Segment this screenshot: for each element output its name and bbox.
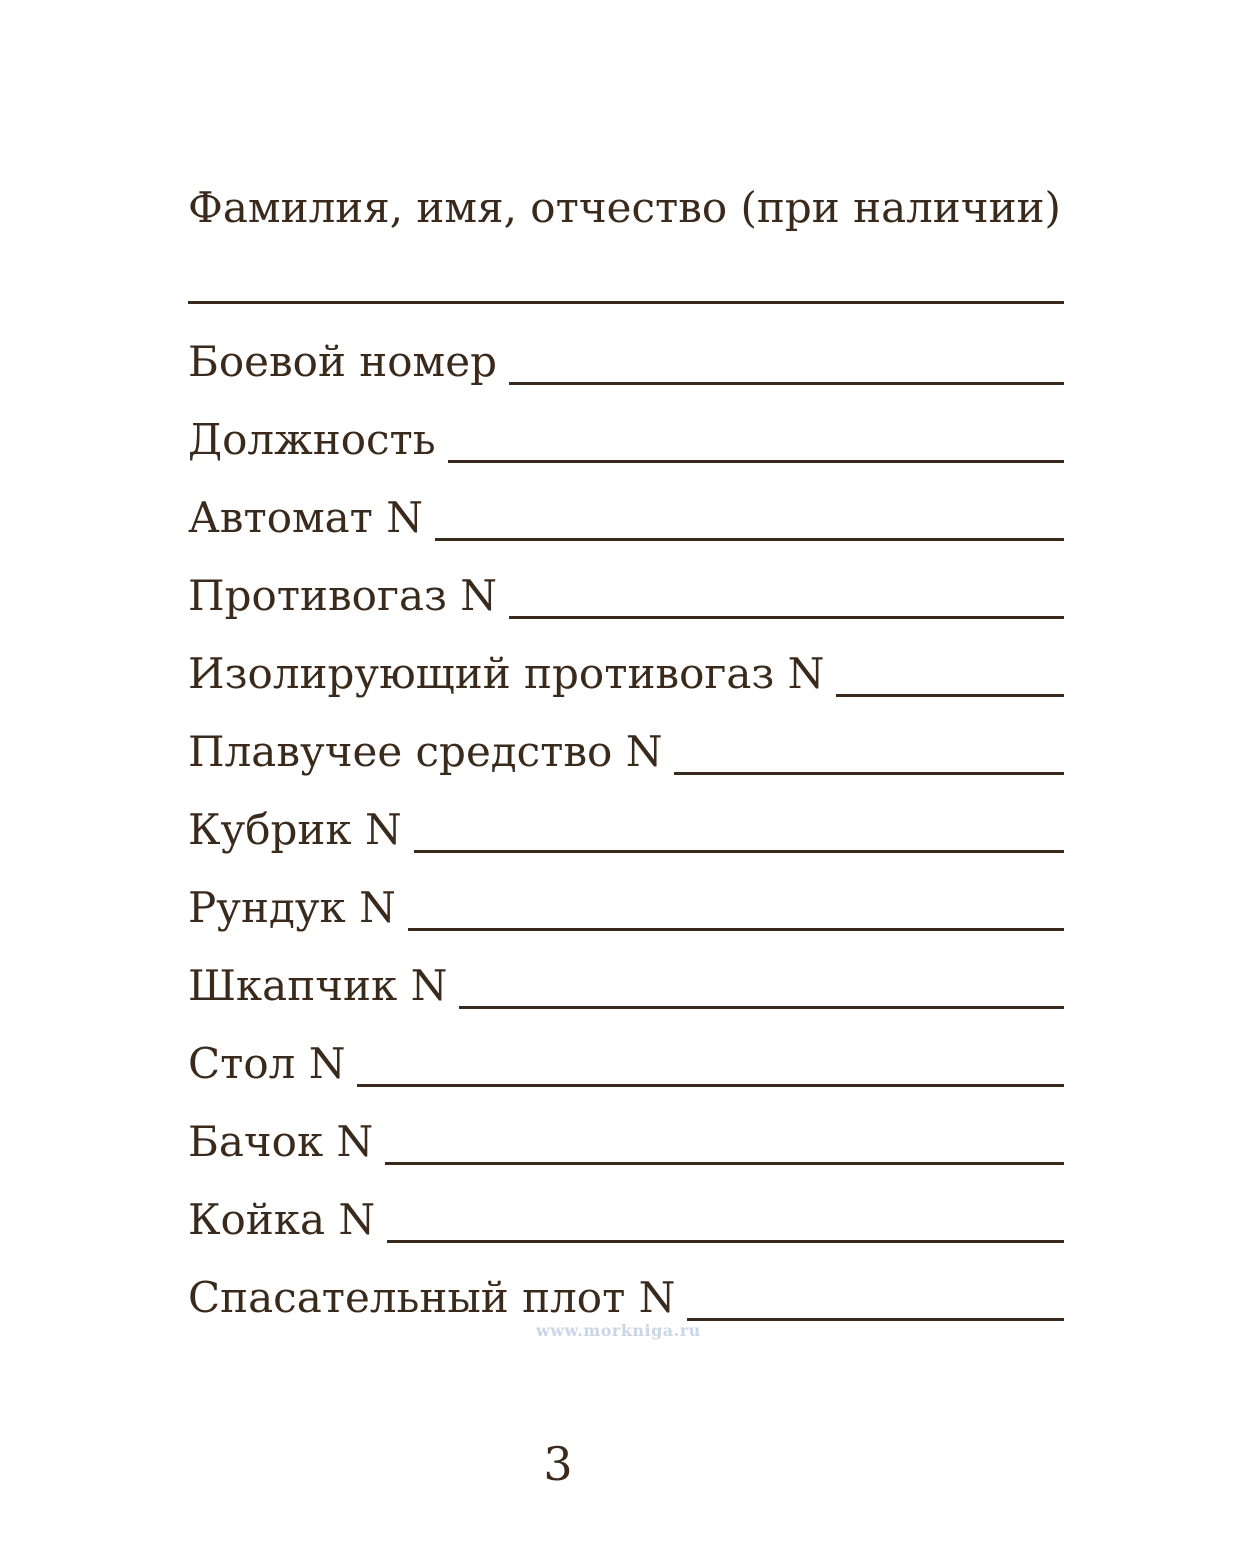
field-fill-line[interactable] [387, 1240, 1064, 1243]
field-fill-line[interactable] [357, 1084, 1064, 1087]
field-floating-device [188, 726, 1064, 778]
field-fill-line[interactable] [448, 460, 1064, 463]
field-label: Противогаз N [188, 571, 498, 620]
field-label: Боевой номер [188, 337, 497, 386]
field-locker-chest [188, 882, 1064, 934]
field-label: Койка N [188, 1195, 376, 1244]
field-position [188, 414, 1064, 466]
field-fill-line[interactable] [414, 850, 1064, 853]
field-rifle [188, 492, 1064, 544]
field-label: Бачок N [188, 1117, 374, 1166]
page-number: 3 [543, 1437, 573, 1491]
field-label: Спасательный плот N [188, 1273, 676, 1322]
full-name-fill-line[interactable] [188, 301, 1064, 304]
field-life-raft [188, 1272, 1064, 1324]
field-combat-number [188, 336, 1064, 388]
field-label: Изолирующий противогаз N [188, 649, 825, 698]
field-fill-line[interactable] [408, 928, 1064, 931]
field-fill-line[interactable] [509, 616, 1064, 619]
field-label: Шкапчик N [188, 961, 448, 1010]
field-fill-line[interactable] [459, 1006, 1064, 1009]
full-name-heading: Фамилия, имя, отчество (при наличии) [188, 183, 1061, 232]
field-fill-line[interactable] [385, 1162, 1064, 1165]
field-label: Стол N [188, 1039, 346, 1088]
field-quarters [188, 804, 1064, 856]
field-mess-tank [188, 1116, 1064, 1168]
field-fill-line[interactable] [435, 538, 1064, 541]
field-fill-line[interactable] [836, 694, 1064, 697]
field-label: Рундук N [188, 883, 396, 932]
watermark: www.morkniga.ru [536, 1321, 701, 1340]
field-label: Кубрик N [188, 805, 402, 854]
field-label: Плавучее средство N [188, 727, 663, 776]
field-gas-mask [188, 570, 1064, 622]
field-fill-line[interactable] [674, 772, 1064, 775]
field-table [188, 1038, 1064, 1090]
field-fill-line[interactable] [509, 382, 1064, 385]
field-bunk [188, 1194, 1064, 1246]
field-label: Автомат N [188, 493, 424, 542]
field-label: Должность [188, 415, 436, 464]
field-cabinet [188, 960, 1064, 1012]
field-isolating-gas-mask [188, 648, 1064, 700]
field-fill-line[interactable] [687, 1318, 1064, 1321]
